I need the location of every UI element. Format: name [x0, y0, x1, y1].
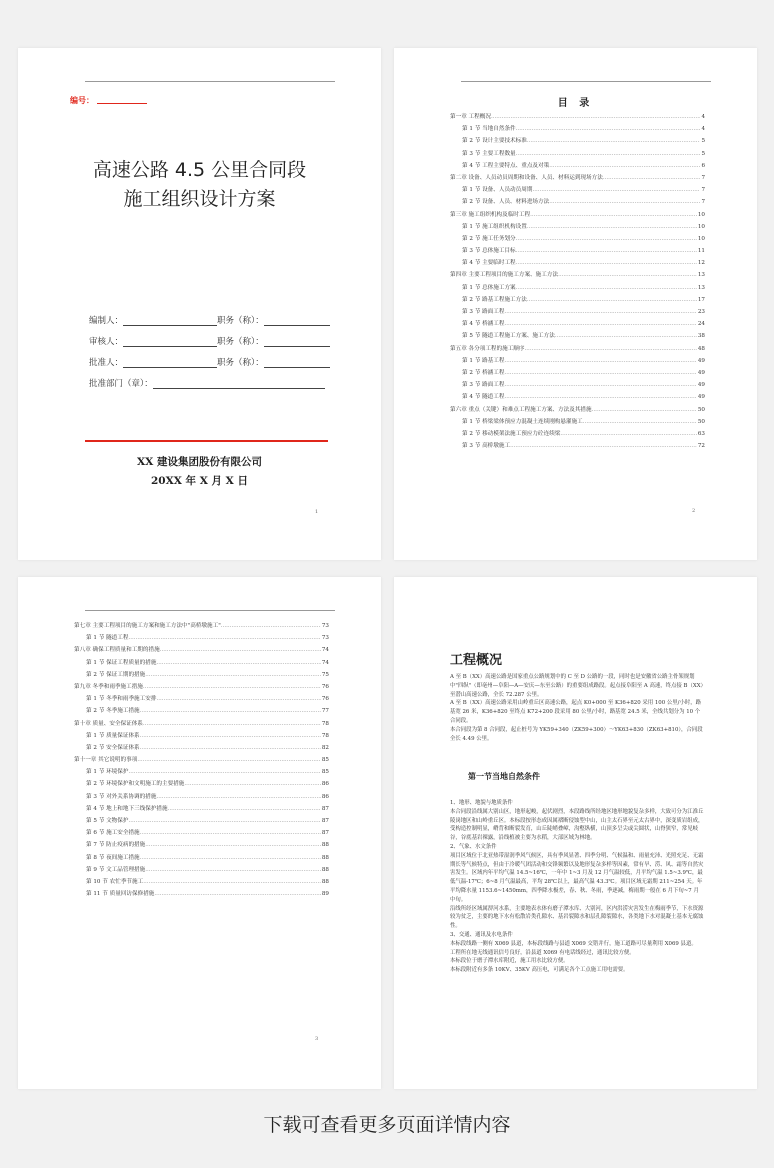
toc-entry-title: 第 3 节 路面工程: [462, 382, 505, 389]
toc-entry-title: 第 2 节 移动模架法施工预应力砼连续梁: [462, 430, 561, 437]
intro-text: [450, 673, 704, 743]
toc-section-entry[interactable]: [450, 148, 705, 160]
paragraph: 本标段线路一侧有 X069 县道，本标段线路与县道 X069 交错并行，施工道路可尽量利用 X069 县道。: [450, 940, 697, 947]
toc-leader-dots: [143, 718, 321, 730]
toc-entry-title: 第八章 确保工程质量和工期的措施: [74, 647, 160, 654]
toc-section-entry[interactable]: [74, 730, 329, 742]
toc-entry-title: 第 2 节 环境保护和文明施工的主要措施: [86, 781, 185, 788]
toc-leader-dots: [516, 282, 697, 294]
paragraph: 本标段位于磨子潭水库附近，施工用水比较方便。: [450, 958, 569, 965]
toc-section-entry[interactable]: [74, 705, 329, 717]
document-code: 编号：: [70, 95, 147, 106]
toc-leader-dots: [504, 391, 696, 403]
toc-section-entry[interactable]: [450, 123, 705, 135]
toc-entry-page: 78: [321, 732, 329, 739]
toc-leader-dots: [128, 815, 320, 827]
toc-chapter-entry[interactable]: [450, 172, 705, 184]
toc-section-entry[interactable]: [450, 245, 705, 257]
toc-section-entry[interactable]: [450, 135, 705, 147]
toc-section-entry[interactable]: [450, 233, 705, 245]
toc-entry-page: 5: [701, 150, 705, 157]
paragraph: 本合同段为第 8 合同段，起止桩号为 YK59+340（ZK59+300）～YK63+830（ZK63+810），合同段全长 4.49 公里。: [450, 726, 703, 742]
toc-section-entry[interactable]: [450, 160, 705, 172]
toc-entry-title: 第 1 节 路基工程: [462, 357, 505, 364]
toc-section-entry[interactable]: [74, 815, 329, 827]
toc-entry-title: 第 3 节 总体施工目标: [462, 248, 516, 255]
toc-entry-title: 第 2 节 设备、人员、材料进场方法: [462, 199, 550, 206]
toc-section-entry[interactable]: [74, 632, 329, 644]
toc-entry-title: 第 3 节 对外关系协调的措施: [86, 793, 157, 800]
toc-leader-dots: [156, 657, 320, 669]
toc-section-entry[interactable]: [74, 766, 329, 778]
content-page: [394, 577, 757, 1089]
toc-leader-dots: [145, 669, 321, 681]
toc-entry-page: 13: [697, 272, 705, 279]
toc-leader-dots: [143, 681, 321, 693]
toc-entry-title: 第 4 节 桥涵工程: [462, 321, 505, 328]
toc-leader-dots: [128, 766, 320, 778]
toc-entry-title: 第 2 节 桥涵工程: [462, 369, 505, 376]
cover-date: 20XX 年 X 月 X 日: [151, 475, 248, 487]
toc-entry-title: 第 4 节 工程主要特点、重点及对策: [462, 162, 550, 169]
toc-entry-page: 86: [321, 781, 329, 788]
toc-list: [74, 620, 329, 900]
toc-section-entry[interactable]: [74, 669, 329, 681]
toc-leader-dots: [532, 184, 700, 196]
toc-leader-dots: [140, 852, 321, 864]
toc-chapter-entry[interactable]: [74, 754, 329, 766]
toc-title: 目 录: [557, 98, 594, 109]
toc-entry-title: 第 1 节 质量保证体系: [86, 732, 140, 739]
toc-entry-page: 49: [697, 382, 705, 389]
toc-chapter-entry[interactable]: [74, 718, 329, 730]
sign-row-approver: 批准人： 职务（称）：: [89, 356, 330, 368]
page-number: 1: [315, 509, 319, 515]
sign-row-editor: 编制人： 职务（称）：: [89, 314, 330, 326]
toc-entry-page: 72: [697, 443, 705, 450]
toc-section-entry[interactable]: [450, 330, 705, 342]
sign-row-reviewer: 审核人： 职务（称）：: [89, 335, 330, 347]
section-text: [450, 799, 704, 975]
toc-entry-title: 第 5 节 文物保护: [86, 818, 129, 824]
toc-section-entry[interactable]: [450, 306, 705, 318]
header-rule: [461, 81, 711, 82]
toc-section-entry[interactable]: [74, 839, 329, 851]
toc-entry-page: 38: [697, 333, 705, 340]
toc-entry-page: 48: [697, 345, 705, 352]
toc-entry-title: 第 1 节 当地自然条件: [462, 126, 516, 133]
toc-entry-title: 第 2 节 施工任务划分: [462, 235, 516, 242]
toc-entry-page: 11: [697, 248, 705, 255]
red-divider: [85, 440, 328, 442]
toc-chapter-entry[interactable]: [450, 209, 705, 221]
toc-entry-title: 第 7 节 防止疫病的措施: [86, 842, 146, 849]
toc-section-entry[interactable]: [74, 778, 329, 790]
toc-leader-dots: [530, 209, 697, 221]
toc-entry-title: 第十章 质量、安全保证体系: [74, 720, 143, 727]
toc-leader-dots: [491, 111, 701, 123]
toc-entry-page: 13: [697, 284, 705, 291]
toc-entry-page: 87: [321, 818, 329, 824]
toc-entry-title: 第六章 重点（关键）和难点工程施工方案、方法及其措施: [450, 406, 592, 413]
toc-entry-title: 第 6 节 施工安全措施: [86, 830, 140, 837]
toc-section-entry[interactable]: [450, 196, 705, 208]
toc-entry-page: 74: [321, 647, 329, 654]
toc-leader-dots: [137, 754, 321, 766]
toc-entry-page: 12: [697, 260, 705, 267]
toc-leader-dots: [549, 196, 700, 208]
toc-leader-dots: [154, 888, 320, 900]
document-title: 高速公路 4.5 公里合同段 施工组织设计方案: [92, 159, 307, 210]
toc-leader-dots: [525, 343, 697, 355]
toc-section-entry[interactable]: [450, 294, 705, 306]
toc-section-entry[interactable]: [450, 184, 705, 196]
toc-section-entry[interactable]: [74, 693, 329, 705]
toc-section-entry[interactable]: [74, 852, 329, 864]
toc-entry-page: 49: [697, 357, 705, 364]
toc-entry-title: 第 1 节 总体施工方案: [462, 284, 516, 291]
toc-entry-page: 74: [321, 659, 329, 666]
toc-entry-page: 88: [321, 878, 329, 885]
paragraph: 工程所在地无线通讯信号良好，沿县道 X069 有电话线经过，通讯比较方便。: [450, 949, 635, 956]
toc-chapter-entry[interactable]: [450, 269, 705, 281]
toc-entry-title: 第七章 主要工程项目的施工方案和施工方法中"高桥墩施工": [74, 623, 221, 629]
toc-entry-title: 第 2 节 保证工期的措施: [86, 671, 146, 678]
toc-entry-page: 76: [321, 696, 329, 703]
toc-section-entry[interactable]: [74, 791, 329, 803]
toc-entry-page: 17: [697, 296, 705, 303]
toc-entry-title: 第 3 节 主要工程数量: [462, 150, 516, 157]
toc-entry-title: 第 1 节 环境保护: [86, 769, 129, 776]
toc-entry-title: 第 8 节 夜间施工措施: [86, 854, 140, 861]
toc-chapter-entry[interactable]: [74, 620, 329, 632]
paragraph: 本合同段沿线属大别山区，地形起峻，起伏剧烈，本段路线所经地区地形地貌复杂多样，大致可分为江淮丘陵岗地区和山岭重丘区。本标段按形态成因属褶断侵蚀型中山，山主太石界至元太古界中，深变质岩组成，受构造控制明显，嵴背和断裂发育，山丘陡峭叠嶂，沟壑纵横，山顶多呈尖或尖圆状，山脊狭窄，常见岐谷，谷底基岩裸露，沿线植被主要为水稻，大部区域为林地。: [450, 808, 704, 842]
toc-leader-dots: [560, 428, 696, 440]
toc-leader-dots: [184, 778, 320, 790]
toc-entry-page: 88: [321, 842, 329, 849]
toc-leader-dots: [527, 294, 697, 306]
toc-list: [450, 111, 705, 452]
paragraph: 项目区域位于北亚热带湿润季风气候区，具有季风显著、四季分明、气候温和、雨量充沛、光照充足、无霜期长等气候特点，但由于冷暖气团活动和交锋频繁以及地形复杂多样等因素，常有旱、涝、风、霜等自然灾害发生。区域内年平均气温 14.5~16℃，一年中 1~3 月及 12 月气温较低，月平均气温 1.5~3.9℃，最低气温-17℃；6~8 月气温最高，平均 28℃以上，最高气温 43.3℃。项目区域无霜期 211~254 天。年平均降水量 1153.6~1450mm，四季降水极差，春、秋、冬雨，季逐减，梅雨期一般在 6 月下旬~7 月中旬。: [450, 852, 704, 903]
toc-entry-page: 6: [701, 162, 705, 169]
toc-entry-page: 50: [697, 418, 705, 425]
toc-entry-page: 76: [321, 683, 329, 690]
toc-entry-page: 23: [697, 309, 705, 315]
toc-entry-page: 85: [321, 757, 329, 764]
toc-entry-title: 第二章 设备、人员动员周期和设备、人员、材料运到现场方法: [450, 174, 603, 181]
toc-entry-title: 第 3 节 路面工程: [462, 309, 505, 315]
toc-entry-page: 10: [697, 211, 705, 218]
toc-leader-dots: [527, 221, 697, 233]
toc-leader-dots: [140, 730, 321, 742]
toc-entry-title: 第一章 工程概况: [450, 114, 491, 120]
toc-leader-dots: [504, 306, 696, 318]
toc-section-entry[interactable]: [74, 742, 329, 754]
toc-section-entry[interactable]: [74, 864, 329, 876]
toc-leader-dots: [156, 693, 320, 705]
toc-section-entry[interactable]: [450, 221, 705, 233]
toc-entry-title: 第 2 节 路基工程施工方法: [462, 296, 527, 303]
toc-leader-dots: [145, 864, 321, 876]
toc-entry-title: 第十一章 其它说明的事项: [74, 757, 138, 764]
toc-entry-title: 第九章 冬季和雨季施工措施: [74, 683, 143, 690]
toc-leader-dots: [140, 705, 321, 717]
toc-entry-page: 49: [697, 394, 705, 401]
toc-chapter-entry[interactable]: [450, 404, 705, 416]
toc-entry-page: 82: [321, 744, 329, 751]
toc-entry-page: 50: [697, 406, 705, 413]
toc-section-entry[interactable]: [74, 888, 329, 900]
toc-section-entry[interactable]: [450, 355, 705, 367]
toc-entry-page: 88: [321, 866, 329, 873]
toc-section-entry[interactable]: [74, 827, 329, 839]
section-heading: 第一节当地自然条件: [468, 771, 540, 781]
toc-section-entry[interactable]: [450, 391, 705, 403]
toc-section-entry[interactable]: [450, 318, 705, 330]
chapter-heading: 工程概况: [450, 653, 503, 668]
toc-entry-page: 75: [321, 671, 329, 678]
toc-entry-page: 78: [321, 720, 329, 727]
company-name: XX 建设集团股份有限公司: [137, 456, 262, 468]
toc-leader-dots: [592, 404, 697, 416]
header-rule: [85, 610, 335, 611]
paragraph: 沿线所经区域属淠河水系，主要地表水体有磨子潭水库、大别河，区内洪涝灾害发生在梅雨季节，下水资源较为贫乏，主要的地下水有松散岩类孔隙水、基岩裂隙水和层孔隙裂隙水，各类地下水对混凝土基本无腐蚀性。: [450, 905, 704, 930]
toc-leader-dots: [558, 269, 697, 281]
toc-chapter-entry[interactable]: [450, 343, 705, 355]
toc-entry-title: 第 2 节 设计主要技术标准: [462, 138, 527, 145]
toc-entry-title: 第 4 节 地上和地下三线保护措施: [86, 805, 168, 812]
toc-page-1: [394, 48, 757, 560]
toc-section-entry[interactable]: [450, 367, 705, 379]
toc-leader-dots: [583, 416, 697, 428]
toc-section-entry[interactable]: [450, 379, 705, 391]
toc-section-entry[interactable]: [450, 428, 705, 440]
page-number: 3: [315, 1036, 319, 1042]
toc-entry-page: 4: [701, 126, 705, 133]
toc-entry-page: 10: [697, 223, 705, 230]
toc-entry-title: 第三章 施工组织机构及临时工程: [450, 211, 531, 218]
toc-entry-title: 第 5 节 隧道工程施工方案、施工方法: [462, 333, 555, 340]
toc-entry-title: 第 11 节 质量回访保修措施: [86, 891, 155, 898]
toc-leader-dots: [504, 318, 696, 330]
toc-section-entry[interactable]: [450, 416, 705, 428]
toc-entry-page: 7: [701, 187, 705, 194]
toc-section-entry[interactable]: [74, 803, 329, 815]
toc-entry-title: 第 1 节 设备、人员动员周期: [462, 187, 533, 194]
paragraph: 2、气象、水文条件: [450, 843, 497, 850]
toc-section-entry[interactable]: [450, 282, 705, 294]
toc-leader-dots: [516, 123, 701, 135]
toc-entry-page: 7: [701, 174, 705, 181]
toc-leader-dots: [603, 172, 701, 184]
toc-entry-page: 5: [701, 138, 705, 145]
toc-entry-title: 第 1 节 施工组织机构设置: [462, 223, 527, 230]
toc-entry-page: 77: [321, 708, 329, 715]
toc-leader-dots: [140, 742, 321, 754]
toc-leader-dots: [510, 440, 697, 452]
paragraph: 1、地形、地貌与地质条件: [450, 800, 513, 806]
toc-section-entry[interactable]: [450, 440, 705, 452]
paragraph: 3、交通、通讯及水电条件: [450, 931, 513, 938]
toc-leader-dots: [160, 644, 321, 656]
toc-entry-title: 第 1 节 隧道工程: [86, 635, 129, 642]
toc-page-2: [18, 577, 381, 1089]
toc-entry-page: 87: [321, 805, 329, 812]
toc-entry-page: 73: [321, 635, 329, 642]
toc-leader-dots: [549, 160, 700, 172]
toc-section-entry[interactable]: [74, 876, 329, 888]
toc-entry-page: 63: [697, 430, 705, 437]
toc-leader-dots: [527, 135, 701, 147]
toc-entry-title: 第四章 主要工程项目的施工方案、施工方法: [450, 272, 559, 279]
toc-entry-title: 第 9 节 文工品管理措施: [86, 866, 146, 873]
toc-leader-dots: [555, 330, 697, 342]
toc-entry-page: 86: [321, 793, 329, 800]
toc-leader-dots: [143, 876, 321, 888]
toc-chapter-entry[interactable]: [74, 681, 329, 693]
download-caption: 下载可查看更多页面详情内容: [263, 1114, 511, 1136]
toc-entry-page: 7: [701, 199, 705, 206]
toc-leader-dots: [504, 379, 696, 391]
toc-entry-page: 73: [321, 623, 329, 629]
toc-entry-title: 第 1 节 冬季和雨季施工安排: [86, 696, 157, 703]
toc-entry-page: 10: [697, 235, 705, 242]
sign-row-department: 批准部门（章）：: [89, 377, 325, 389]
toc-entry-page: 85: [321, 769, 329, 776]
toc-leader-dots: [516, 245, 697, 257]
toc-entry-page: 87: [321, 830, 329, 837]
paragraph: A 至 B（XX）高速公路采用山岭重丘区高速公路，起点 K0+000 至 K36+820 采用 100 公里/小时，路基宽 26 米，K36+820 至终点 K72+200 段采用 80 公里/小时，路基宽 24.5 米，全线共划分为 10 个合同段。: [450, 700, 702, 724]
toc-section-entry[interactable]: [450, 257, 705, 269]
toc-entry-page: 24: [697, 321, 705, 328]
toc-entry-title: 第五章 各分项工程的施工顺序: [450, 345, 525, 352]
toc-leader-dots: [168, 803, 321, 815]
toc-entry-title: 第 1 节 保证工程质量的措施: [86, 659, 157, 666]
cover-page: [18, 48, 381, 560]
paragraph: 本标段附近有多条 10KV、35KV 高压电，可满足各个工点施工用电需要。: [450, 967, 629, 974]
toc-leader-dots: [516, 148, 701, 160]
toc-leader-dots: [516, 257, 697, 269]
toc-chapter-entry[interactable]: [74, 644, 329, 656]
toc-entry-title: 第 3 节 高桥墩施工: [462, 443, 511, 450]
toc-entry-page: 89: [321, 891, 329, 898]
toc-chapter-entry[interactable]: [450, 111, 705, 123]
paragraph: A 至 B（XX）高速公路是国家重点公路规划中的 C 至 D 公路的一段，同时也是安徽省公路主骨架规划中"四纵"（即亳州—阜阳—A—安庆—东至公路）的重要组成路段。起点接阜阳至 A 高速，终点接 B（XX）至潜山高速公路，全长 72.287 公里。: [450, 674, 704, 698]
page-number: 2: [692, 508, 696, 514]
toc-entry-title: 第 2 节 冬季施工措施: [86, 708, 140, 715]
toc-entry-title: 第 2 节 安全保证体系: [86, 744, 140, 751]
toc-entry-title: 第 4 节 主要临时工程: [462, 260, 516, 267]
toc-entry-page: 49: [697, 369, 705, 376]
toc-entry-page: 4: [701, 114, 705, 120]
toc-entry-title: 第 10 节 农忙季节施工: [86, 878, 144, 885]
toc-section-entry[interactable]: [74, 657, 329, 669]
toc-leader-dots: [504, 367, 696, 379]
toc-leader-dots: [156, 791, 320, 803]
toc-entry-title: 第 1 节 桥梁梁体预应力混凝土连续刚构悬灌施工: [462, 418, 583, 425]
toc-entry-page: 88: [321, 854, 329, 861]
toc-leader-dots: [145, 839, 321, 851]
toc-leader-dots: [516, 233, 697, 245]
header-rule: [85, 81, 335, 82]
toc-entry-title: 第 4 节 隧道工程: [462, 394, 505, 401]
toc-leader-dots: [128, 632, 320, 644]
toc-leader-dots: [221, 620, 321, 632]
toc-leader-dots: [140, 827, 321, 839]
toc-leader-dots: [504, 355, 696, 367]
